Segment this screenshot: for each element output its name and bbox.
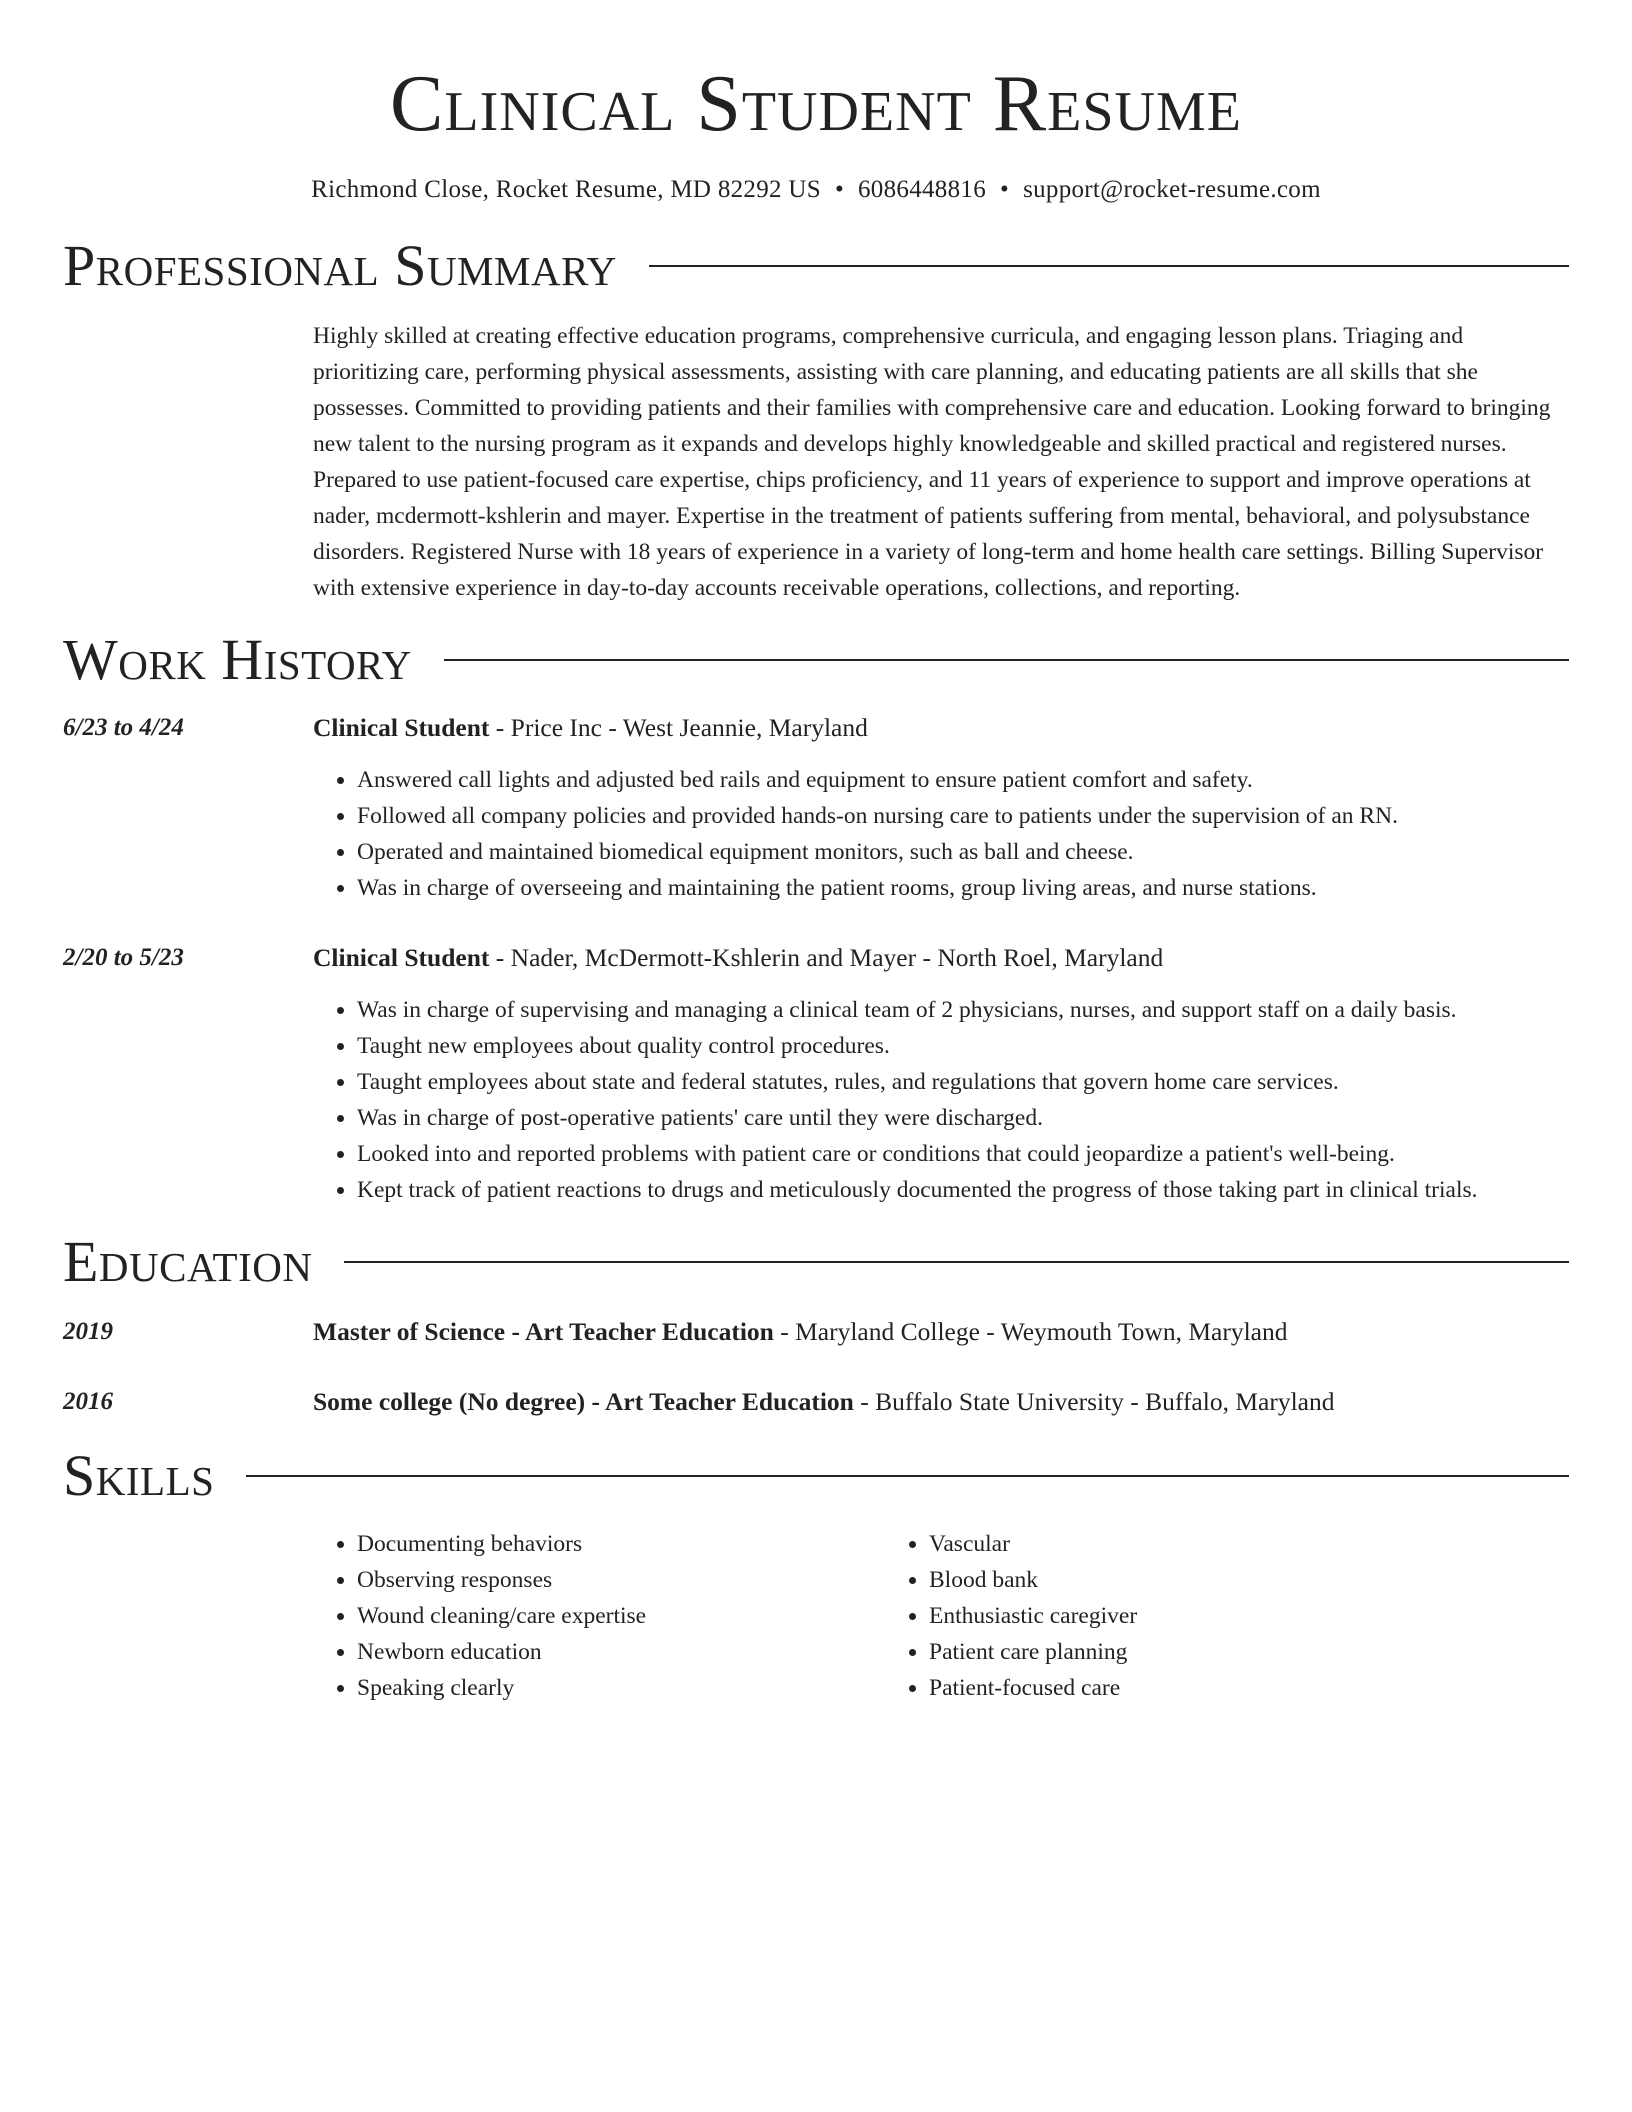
job-title: Clinical Student [313,713,490,742]
skill-item: • Observing responses [357,1562,885,1598]
job-bullet: • Looked into and reported problems with patient care or conditions that could jeopardize a patient's well-being. [357,1136,1569,1172]
skill-item: • Patient care planning [929,1634,1137,1670]
job-bullet: • Was in charge of post-operative patients' care until they were discharged. [357,1100,1569,1136]
job-dates: 6/23 to 4/24 [63,714,184,741]
contact-phone: 6086448816 [858,176,986,203]
job-bullet: • Followed all company policies and provided hands-on nursing care to patients under the supervision of an RN. [357,798,1569,834]
job-title: Clinical Student [313,943,490,972]
education-degree: Master of Science - Art Teacher Education [313,1317,774,1346]
job-details: - Price Inc - West Jeannie, Maryland [489,713,868,742]
skill-item: • Blood bank [929,1562,1137,1598]
education-details: - Maryland College - Weymouth Town, Maryland [773,1317,1288,1346]
job-entry [63,940,1569,1208]
contact-address: Richmond Close, Rocket Resume, MD 82292 US [311,176,821,203]
job-bullet: • Operated and maintained biomedical equipment monitors, such as ball and cheese. [357,834,1569,870]
summary-text: Highly skilled at creating effective education programs, comprehensive curricula, and engaging lesson plans. Triaging and prioritizing care, performing physical assessments, assisting with care planning, and educating patients are all skills that she possesses. Committed to providing patients and their families with comprehensive care and education. Looking forward to bringing new talent to the nursing program as it expands and develops highly knowledgeable and skilled practical and registered nurses. Prepared to use patient-focused care expertise, chips proficiency, and 11 years of experience to support and improve operations at nader, mcdermott-kshlerin and mayer. Expertise in the treatment of patients suffering from mental, behavioral, and polysubstance disorders. Registered Nurse with 18 years of experience in a variety of long-term and home health care settings. Billing Supervisor with extensive experience in day-to-day accounts receivable operations, collections, and reporting. [313,323,1551,601]
skill-item: • Vascular [929,1526,1137,1562]
education-body [313,1384,1569,1420]
resume-title: Clinical Student Resume [390,60,1242,148]
work-section-header [63,627,1569,692]
education-heading-line [313,1314,1569,1350]
skills-list-right [885,1526,1137,1706]
contact-line [63,174,1569,206]
job-bullets [313,762,1569,906]
job-details: - Nader, McDermott-Kshlerin and Mayer - North Roel, Maryland [489,943,1164,972]
skill-item: • Documenting behaviors [357,1526,885,1562]
education-year: 2019 [63,1318,113,1345]
contact-email: support@rocket-resume.com [1023,176,1321,203]
job-bullet: • Taught employees about state and federal statutes, rules, and regulations that govern home care services. [357,1064,1569,1100]
work-heading: Work History [63,627,412,692]
job-body [313,940,1569,1208]
section-divider [649,265,1569,267]
job-bullets [313,992,1569,1208]
skill-item: • Patient-focused care [929,1670,1137,1706]
job-bullet: • Kept track of patient reactions to drugs and meticulously documented the progress of those taking part in clinical trials. [357,1172,1569,1208]
job-heading [313,940,1569,976]
skill-item: • Enthusiastic caregiver [929,1598,1137,1634]
education-details: - Buffalo State University - Buffalo, Maryland [853,1387,1335,1416]
education-year: 2016 [63,1388,113,1415]
education-heading-line [313,1384,1569,1420]
job-bullet: • Answered call lights and adjusted bed rails and equipment to ensure patient comfort and safety. [357,762,1569,798]
job-heading [313,710,1569,746]
summary-section-header [63,233,1569,298]
skills-columns [313,1526,1569,1706]
job-bullet: • Taught new employees about quality control procedures. [357,1028,1569,1064]
job-bullet: • Was in charge of supervising and managing a clinical team of 2 physicians, nurses, and support staff on a daily basis. [357,992,1569,1028]
education-section-header [63,1229,1569,1294]
skill-item: • Speaking clearly [357,1670,885,1706]
skill-item: • Newborn education [357,1634,885,1670]
education-entry [63,1314,1569,1350]
skills-section-header [63,1443,1569,1508]
skills-heading: Skills [63,1443,215,1508]
education-degree: Some college (No degree) - Art Teacher Education [313,1387,854,1416]
contact-separator: • [834,176,844,203]
education-heading: Education [63,1229,313,1294]
job-dates: 2/20 to 5/23 [63,944,184,971]
section-divider [246,1475,1569,1477]
job-body [313,710,1569,906]
job-entry [63,710,1569,906]
education-body [313,1314,1569,1350]
contact-separator: • [1000,176,1010,203]
skill-item: • Wound cleaning/care expertise [357,1598,885,1634]
job-bullet: • Was in charge of overseeing and maintaining the patient rooms, group living areas, and nurse stations. [357,870,1569,906]
skills-list-left [313,1526,885,1706]
section-divider [444,659,1569,661]
summary-heading: Professional Summary [63,233,617,298]
education-entry [63,1384,1569,1420]
section-divider [344,1261,1569,1263]
